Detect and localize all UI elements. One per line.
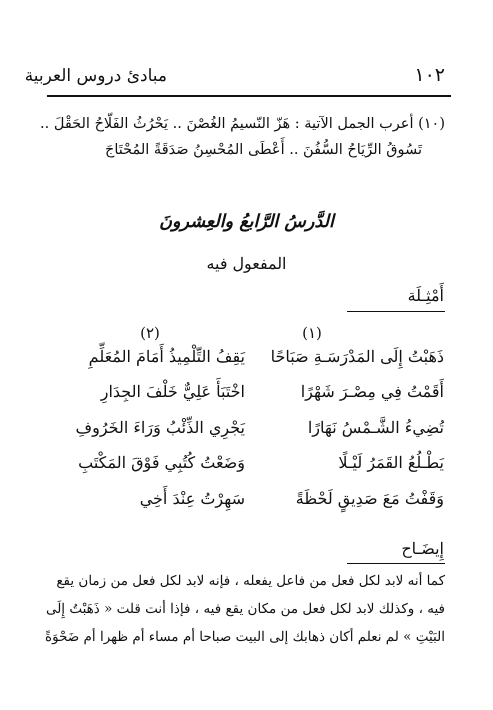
example-sentence: سَهِرْتُ عِنْدَ أَخِي: [139, 489, 245, 508]
explanation-line: فيه ، وكذلك لابد لكل فعل من مكان يقع فيه ، فإذا أنت قلت « ذَهَبْتُ إِلَى: [45, 601, 445, 617]
lesson-title: الدَّرسُ الرَّابعُ والعِشرونَ: [159, 211, 334, 232]
explanation-line: البَيْتِ » لم نعلم أكان ذهابك إلى البيت صباحا أم مساء أم ظهرا أم ضَحْوَةً: [45, 629, 445, 645]
lesson-subtitle: المفعول فيه: [206, 254, 287, 273]
example-sentence: وَقَفْتُ مَعَ صَدِيقٍ لَحْظَةً: [295, 489, 444, 508]
page-number: ١٠٢: [414, 64, 445, 86]
example-sentence: ذَهَبْتُ إِلَى المَدْرَسَـةِ صَبَاحًا: [270, 347, 444, 366]
example-sentence: يَقِفُ التِّلْمِيذُ أَمَامَ المُعَلِّمِ: [88, 347, 245, 366]
column-2-label: (٢): [140, 324, 160, 342]
explanation-heading-underline: [347, 563, 445, 564]
example-sentence: تُضِيءُ الشَّـمْسُ نَهَارًا: [307, 418, 444, 437]
explanation-heading: إِيضَـاح: [401, 539, 444, 558]
examples-heading-underline: [347, 311, 445, 312]
header-rule: [47, 95, 451, 97]
examples-heading: أَمْثِـلَة: [407, 286, 444, 305]
column-1-label: (١): [302, 324, 322, 342]
example-sentence: اخْتَبَأَ عَلِيٌّ خَلْفَ الجِدَارِ: [100, 382, 245, 401]
exercise-line: (١٠) أعرب الجمل الآتية : هَزّ النّسيمُ الغُصْنَ .. يَحْرُثُ الفَلّاحُ الحَقْلَ ..: [40, 116, 445, 132]
exercise-line: تَسُوقُ الرِّيَاحُ السُّفُنَ .. أَعْطَى المُحْسِنُ صَدَقَةً المُحْتَاجَ: [104, 142, 422, 158]
running-header-title: مبادئ دروس العربية: [24, 66, 167, 86]
example-sentence: وَضَعْتُ كُتُبِي فَوْقَ المَكْتَبِ: [78, 453, 245, 472]
explanation-line: كما أنه لابد لكل فعل من فاعل يفعله ، فإنه لابد لكل فعل من زمان يقع: [56, 573, 445, 589]
example-sentence: يَطْـلُعُ القَمَرُ لَيْـلًا: [338, 453, 444, 472]
example-sentence: يَجْرِي الذِّئْبُ وَرَاءَ الخَرُوفِ: [75, 418, 245, 437]
example-sentence: أَقَمْتُ فِي مِصْـرَ شَهْرًا: [300, 382, 444, 401]
